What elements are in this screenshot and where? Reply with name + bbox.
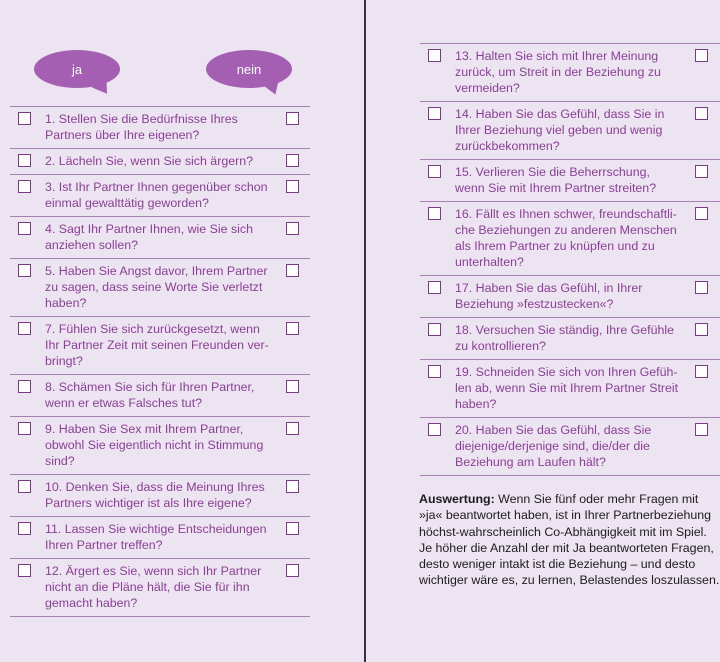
ja-checkbox[interactable]	[18, 180, 31, 193]
ja-checkbox[interactable]	[428, 365, 441, 378]
nein-checkbox[interactable]	[695, 107, 708, 120]
ja-checkbox[interactable]	[428, 165, 441, 178]
question-item	[10, 558, 310, 617]
question-item	[10, 258, 310, 316]
nein-checkbox[interactable]	[286, 564, 299, 577]
ja-checkbox[interactable]	[428, 281, 441, 294]
ja-checkbox[interactable]	[18, 480, 31, 493]
nein-checkbox[interactable]	[286, 522, 299, 535]
nein-checkbox[interactable]	[695, 423, 708, 436]
question-text: 20. Haben Sie das Gefühl, dass Sie diejenige/derjenige sind, die/der die Beziehung am Laufen hält?	[455, 423, 652, 469]
ja-checkbox[interactable]	[18, 522, 31, 535]
question-item	[420, 43, 720, 101]
question-text: 12. Ärgert es Sie, wenn sich Ihr Partner nicht an die Pläne hält, die Sie für ihn gemacht haben?	[45, 564, 262, 610]
question-text: 9. Haben Sie Sex mit Ihrem Partner, obwohl Sie eigentlich nicht in Stimmung sind?	[45, 422, 264, 468]
question-item	[10, 174, 310, 216]
question-item	[10, 316, 310, 374]
nein-checkbox[interactable]	[695, 365, 708, 378]
ja-checkbox[interactable]	[18, 322, 31, 335]
ja-checkbox[interactable]	[18, 264, 31, 277]
question-text: 15. Verlieren Sie die Beherrschung, wenn Sie mit Ihrem Partner streiten?	[455, 165, 657, 195]
ja-checkbox[interactable]	[428, 207, 441, 220]
ja-checkbox[interactable]	[428, 423, 441, 436]
nein-checkbox[interactable]	[695, 165, 708, 178]
ja-checkbox[interactable]	[18, 422, 31, 435]
question-text: 17. Haben Sie das Gefühl, in Ihrer Beziehung »festzustecken«?	[455, 281, 643, 311]
ja-label: ja	[71, 61, 83, 77]
question-text: 7. Fühlen Sie sich zurückgesetzt, wenn Ihr Partner Zeit mit seinen Freunden ver-bringt?	[45, 322, 269, 368]
nein-checkbox[interactable]	[695, 49, 708, 62]
question-text: 10. Denken Sie, dass die Meinung Ihres Partners wichtiger ist als Ihre eigene?	[45, 480, 265, 510]
nein-checkbox[interactable]	[286, 180, 299, 193]
nein-checkbox[interactable]	[695, 281, 708, 294]
question-text: 11. Lassen Sie wichtige Entscheidungen Ihren Partner treffen?	[45, 522, 267, 552]
question-text: 1. Stellen Sie die Bedürfnisse Ihres Partners über Ihre eigenen?	[45, 112, 238, 142]
question-item	[420, 317, 720, 359]
nein-checkbox[interactable]	[286, 112, 299, 125]
question-item	[10, 516, 310, 558]
question-item	[10, 474, 310, 516]
question-text: 14. Haben Sie das Gefühl, dass Sie in Ihrer Beziehung viel geben und wenig zurückbekommen?	[455, 107, 665, 153]
question-text: 3. Ist Ihr Partner Ihnen gegenüber schon einmal gewalttätig geworden?	[45, 180, 268, 210]
question-text: 8. Schämen Sie sich für Ihren Partner, wenn er etwas Falsches tut?	[45, 380, 255, 410]
question-item	[420, 417, 720, 476]
question-item	[420, 159, 720, 201]
nein-checkbox[interactable]	[286, 154, 299, 167]
question-text: 18. Versuchen Sie ständig, Ihre Gefühle zu kontrollieren?	[455, 323, 675, 353]
question-item	[10, 416, 310, 474]
ja-speech-bubble	[34, 50, 120, 88]
nein-checkbox[interactable]	[286, 222, 299, 235]
nein-checkbox[interactable]	[286, 480, 299, 493]
question-list-right	[420, 43, 720, 476]
question-text: 16. Fällt es Ihnen schwer, freundschaftli-che Beziehungen zu anderen Menschen als Ihrem Partner zu knüpfen und zu unterhalten?	[455, 207, 677, 269]
question-item	[420, 359, 720, 417]
question-text: 19. Schneiden Sie sich von Ihren Gefüh-len ab, wenn Sie mit Ihrem Partner Streit haben?	[455, 365, 679, 411]
ja-checkbox[interactable]	[18, 154, 31, 167]
nein-checkbox[interactable]	[286, 380, 299, 393]
ja-checkbox[interactable]	[428, 49, 441, 62]
nein-checkbox[interactable]	[286, 322, 299, 335]
question-item	[420, 101, 720, 159]
evaluation-label: Auswertung:	[419, 492, 495, 506]
nein-checkbox[interactable]	[695, 207, 708, 220]
nein-label: nein	[236, 61, 262, 77]
question-text: 5. Haben Sie Angst davor, Ihrem Partner zu sagen, dass seine Worte Sie verletzt haben?	[45, 264, 268, 310]
ja-checkbox[interactable]	[18, 380, 31, 393]
question-item	[420, 201, 720, 275]
nein-checkbox[interactable]	[286, 264, 299, 277]
evaluation-body: Wenn Sie fünf oder mehr Fragen mit »ja« beantwortet haben, ist in Ihrer Partnerbeziehung höchst-wahrscheinlich Co-Abhängigkeit mit im Spiel. Je höher die Anzahl der mit Ja beantworteten Fragen, desto weniger intakt ist die Beziehung – und desto wichtiger wäre es, zu lernen, Belastendes loszulassen.	[419, 492, 720, 588]
question-item	[10, 148, 310, 174]
question-list-left	[10, 106, 310, 617]
question-item	[10, 374, 310, 416]
nein-speech-bubble	[206, 50, 292, 88]
question-text: 2. Lächeln Sie, wenn Sie sich ärgern?	[45, 154, 254, 168]
ja-checkbox[interactable]	[428, 323, 441, 336]
nein-checkbox[interactable]	[695, 323, 708, 336]
column-divider	[364, 0, 366, 662]
nein-checkbox[interactable]	[286, 422, 299, 435]
ja-checkbox[interactable]	[18, 112, 31, 125]
question-item	[10, 106, 310, 148]
ja-checkbox[interactable]	[18, 564, 31, 577]
question-item	[10, 216, 310, 258]
question-text: 4. Sagt Ihr Partner Ihnen, wie Sie sich anziehen sollen?	[45, 222, 253, 252]
ja-checkbox[interactable]	[18, 222, 31, 235]
evaluation-text	[419, 491, 720, 589]
question-item	[420, 275, 720, 317]
ja-checkbox[interactable]	[428, 107, 441, 120]
question-text: 13. Halten Sie sich mit Ihrer Meinung zurück, um Streit in der Beziehung zu vermeiden?	[455, 49, 661, 95]
